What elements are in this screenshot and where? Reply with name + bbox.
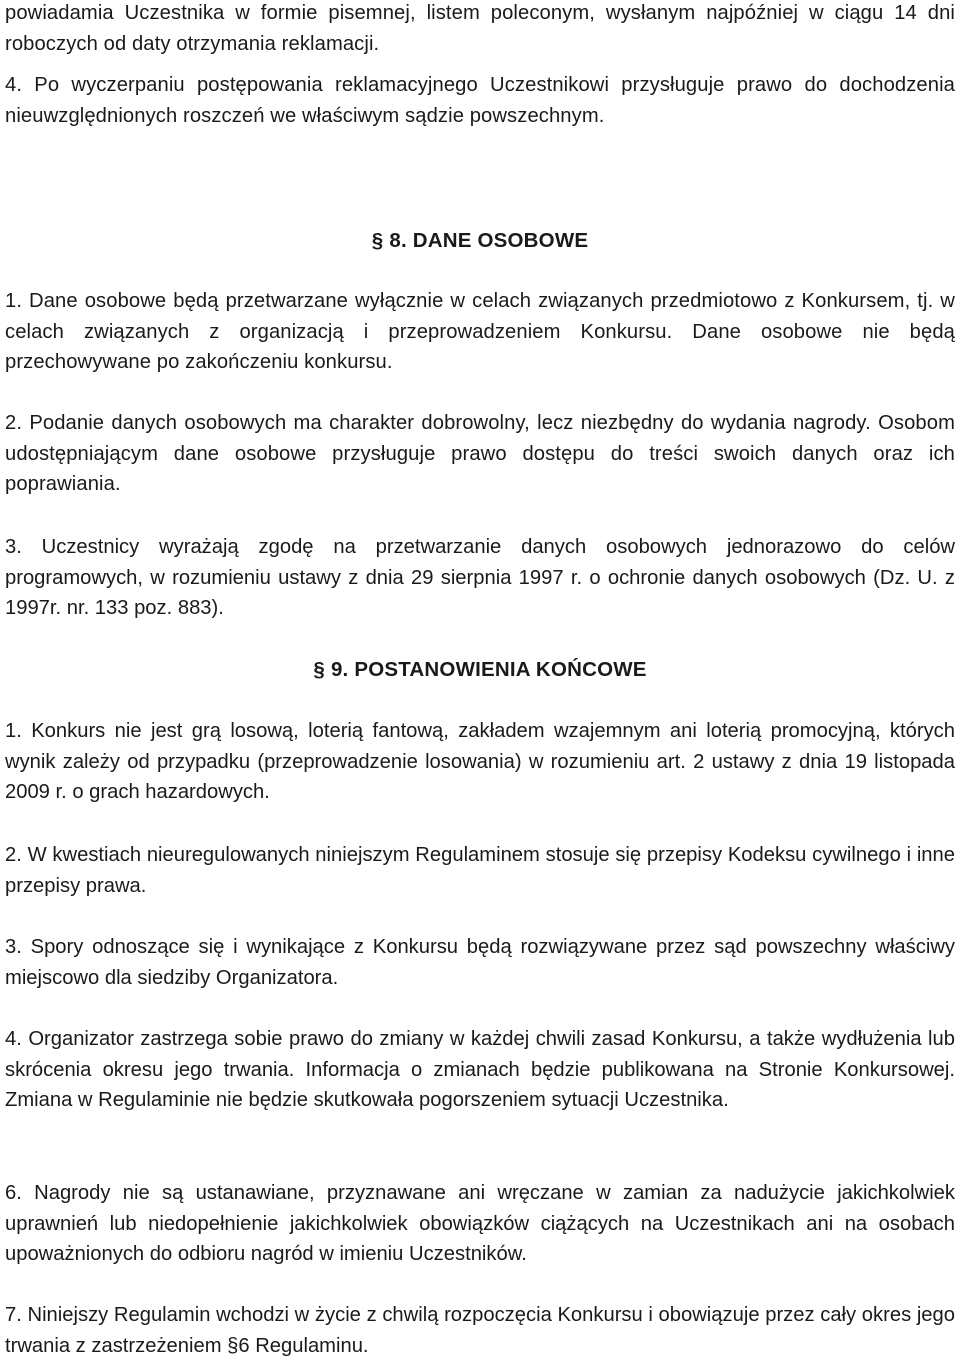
intro-continuation-paragraph: powiadamia Uczestnika w formie pisemnej, listem poleconym, wysłanym najpóźniej w ciągu 14 dni roboczych od daty otrzymania reklamacji.: [5, 2, 955, 55]
section9-item-7: 7. Niniejszy Regulamin wchodzi w życie z chwilą rozpoczęcia Konkursu i obowiązuje przez cały okres jego trwania z zastrzeżeniem §6 Regulaminu.: [5, 1304, 955, 1357]
section8-item-2: 2. Podanie danych osobowych ma charakter dobrowolny, lecz niezbędny do wydania nagrody. Osobom udostępniającym dane osobowe przysługuje prawo dostępu do treści swoich danych oraz ich poprawiania.: [5, 412, 955, 495]
section-sign-icon: §: [313, 658, 325, 681]
section9-item-6: 6. Nagrody nie są ustanawiane, przyznawane ani wręczane w zamian za nadużycie jakichkolwiek uprawnień lub niedopełnienie jakichkolwiek obowiązków ciążących na Uczestnikach ani na osobach upoważnionych do odbioru nagród w imieniu Uczestników.: [5, 1182, 955, 1265]
section9-item-1: 1. Konkurs nie jest grą losową, loterią fantową, zakładem wzajemnym ani loterią promocyjną, których wynik zależy od przypadku (przeprowadzenie losowania) w rozumieniu art. 2 ustawy z dnia 19 listopada 2009 r. o grach hazardowych.: [5, 720, 955, 803]
section9-item-2: 2. W kwestiach nieuregulowanych niniejszym Regulaminem stosuje się przepisy Kodeksu cywilnego i inne przepisy prawa.: [5, 844, 955, 897]
section-sign-icon: §: [371, 229, 384, 252]
section9-item-3: 3. Spory odnoszące się i wynikające z Konkursu będą rozwiązywane przez sąd powszechny właściwy miejscowo dla siedziby Organizatora.: [5, 936, 955, 989]
section7-item-4: 4. Po wyczerpaniu postępowania reklamacyjnego Uczestnikowi przysługuje prawo do dochodzenia nieuwzględnionych roszczeń we właściwym sądzie powszechnym.: [5, 74, 955, 127]
section9-heading: [5, 655, 955, 685]
section8-title: 8. DANE OSOBOWE: [389, 229, 589, 252]
section8-item-1: 1. Dane osobowe będą przetwarzane wyłącznie w celach związanych przedmiotowo z Konkursem, tj. w celach związanych z organizacją i przeprowadzeniem Konkursu. Dane osobowe nie będą przechowywane po zakończeniu konkursu.: [5, 290, 955, 373]
section9-item-4: 4. Organizator zastrzega sobie prawo do zmiany w każdej chwili zasad Konkursu, a także wydłużenia lub skrócenia okresu jego trwania. Informacja o zmianach będzie publikowana na Stronie Konkursowej. Zmiana w Regulaminie nie będzie skutkowała pogorszeniem sytuacji Uczestnika.: [5, 1028, 955, 1111]
section9-title: 9. POSTANOWIENIA KOŃCOWE: [330, 658, 647, 681]
section8-heading: [5, 226, 955, 256]
section8-item-3: 3. Uczestnicy wyrażają zgodę na przetwarzanie danych osobowych jednorazowo do celów programowych, w rozumieniu ustawy z dnia 29 sierpnia 1997 r. o ochronie danych osobowych (Dz. U. z 1997r. nr. 133 poz. 883).: [5, 536, 955, 619]
